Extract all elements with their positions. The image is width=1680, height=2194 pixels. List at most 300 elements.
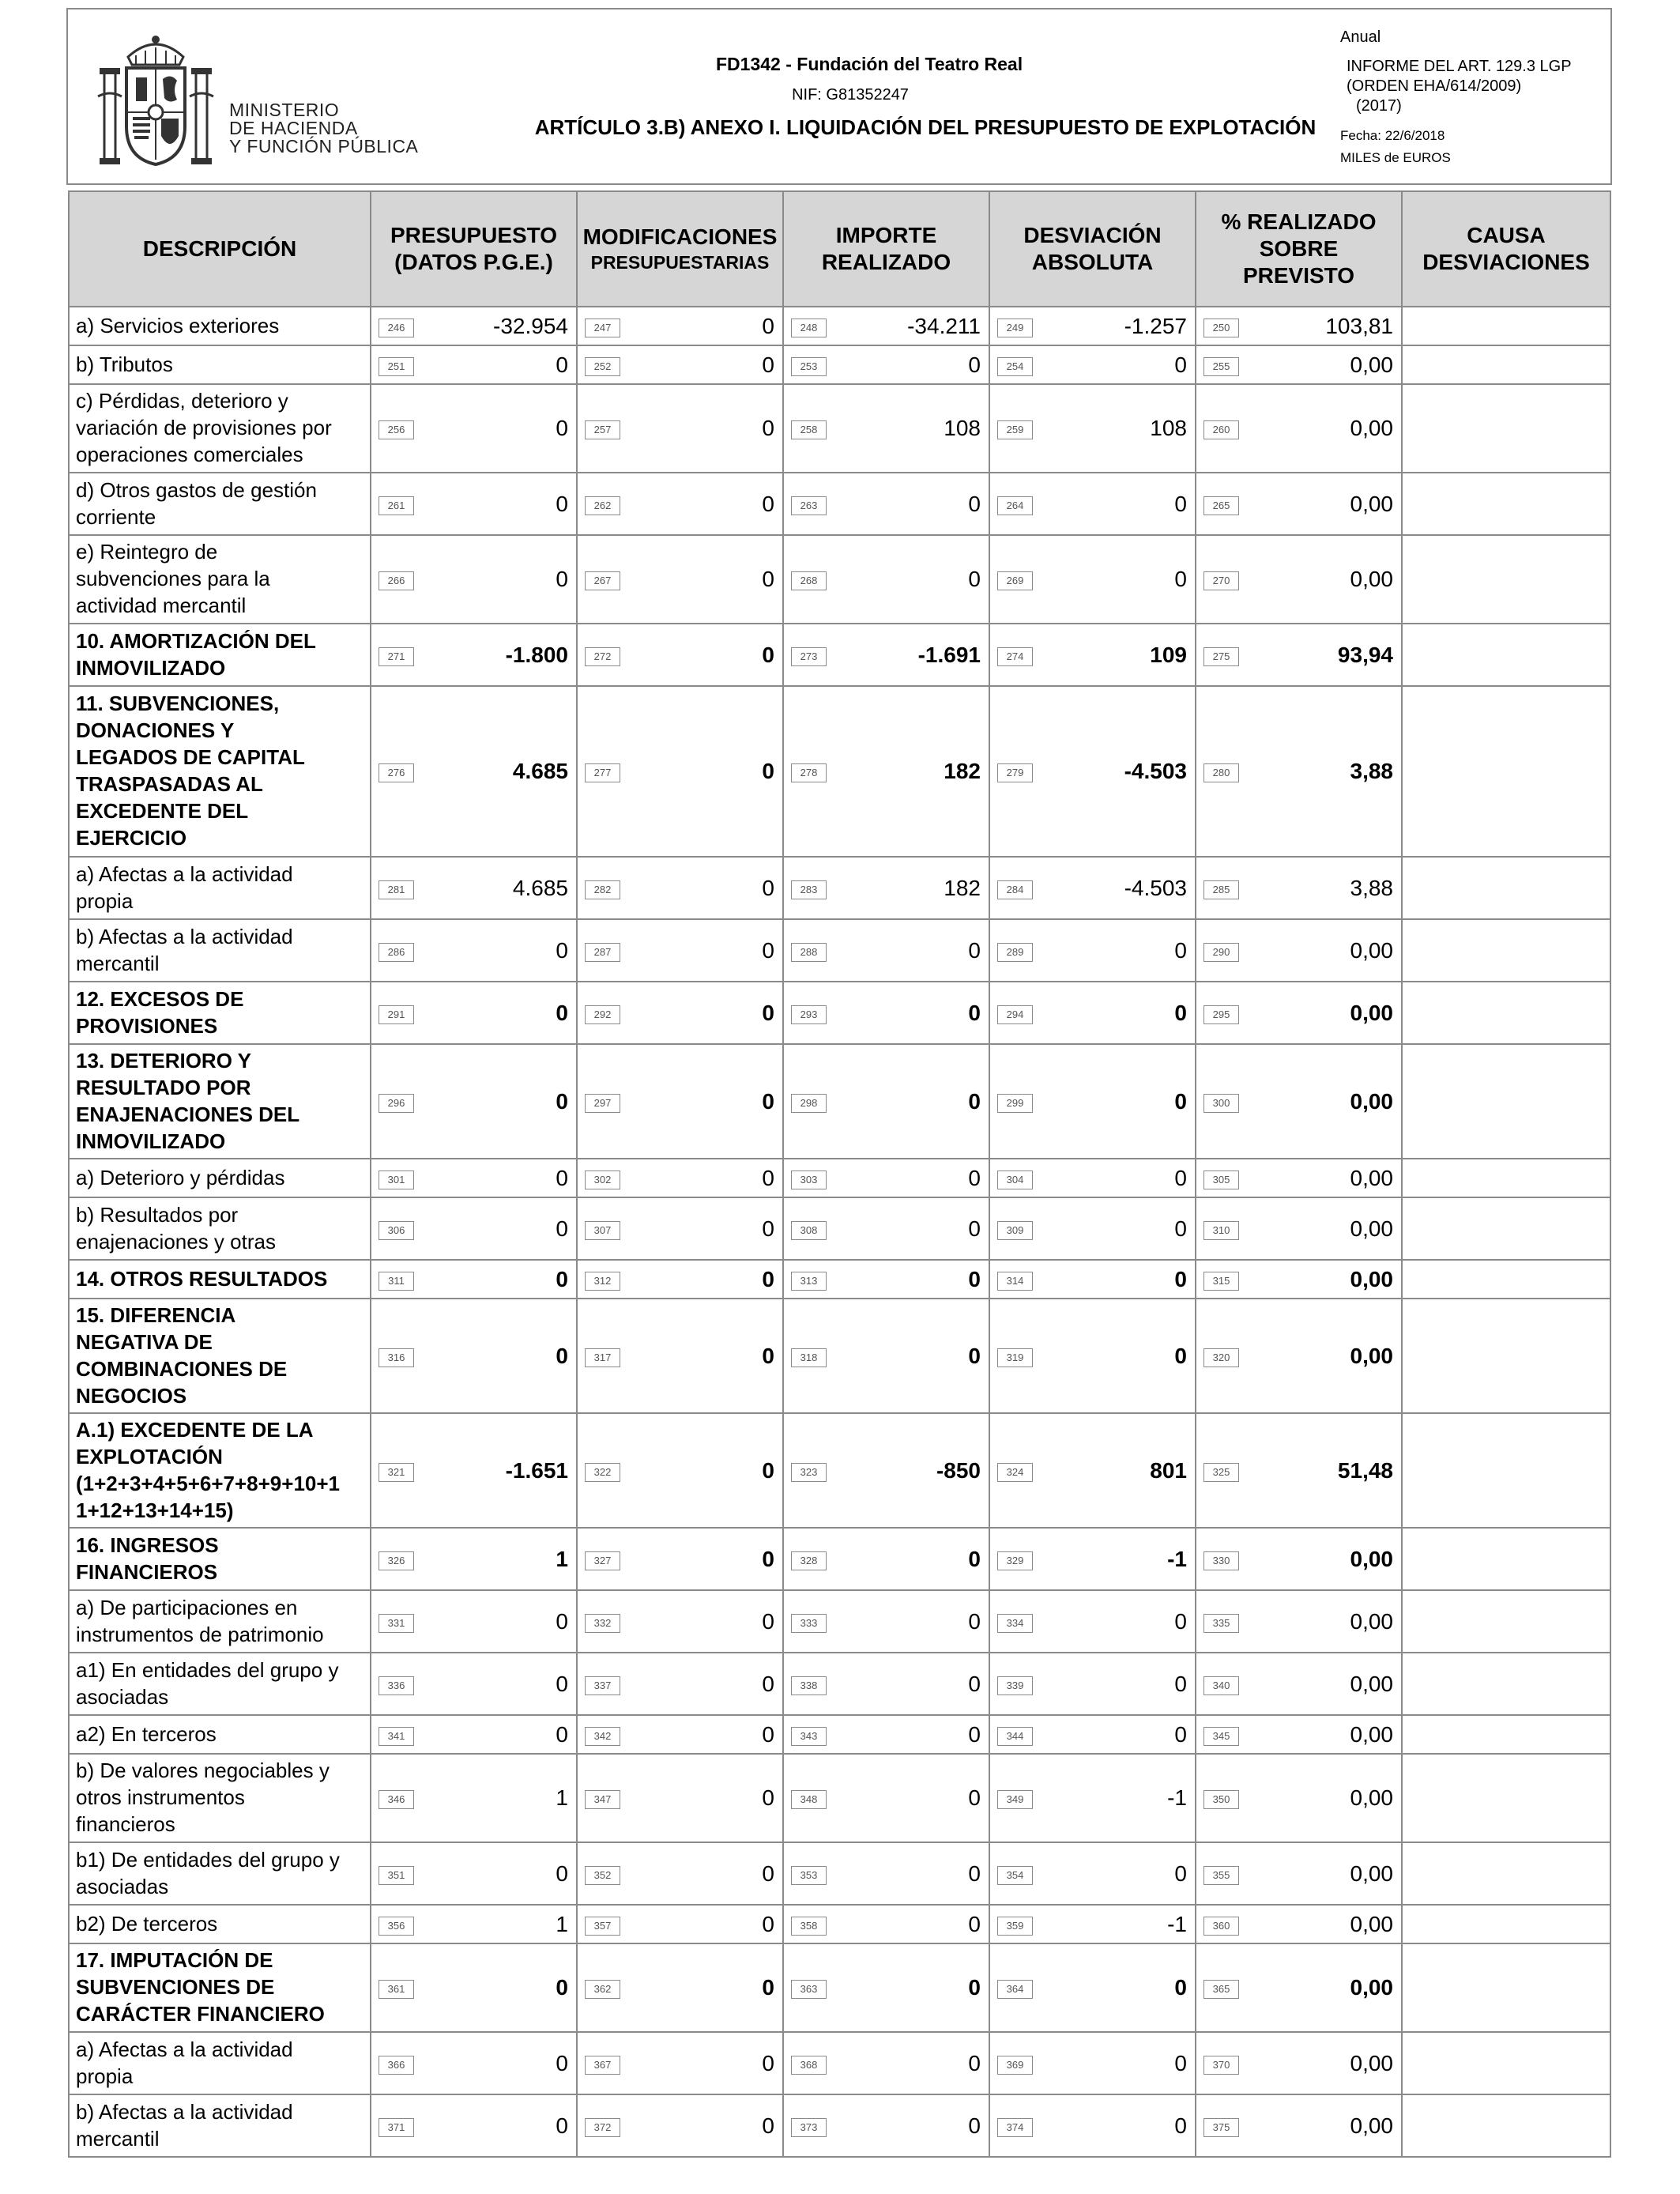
descripcion-line: b) Afectas a la actividad	[76, 2099, 293, 2124]
cell-modificaciones	[577, 384, 783, 473]
cell-modificaciones	[577, 345, 783, 384]
cell-importe	[783, 1159, 989, 1197]
cell-realizado	[1196, 2032, 1402, 2094]
field-code-box: 246	[379, 319, 414, 337]
cell-realizado	[1196, 919, 1402, 982]
field-code-box: 249	[997, 319, 1033, 337]
field-code-box: 269	[997, 571, 1033, 590]
descripcion-line: c) Pérdidas, deterioro y	[76, 389, 288, 413]
field-code-box: 296	[379, 1094, 414, 1113]
field-code-box: 321	[379, 1463, 414, 1482]
cell-value: 0,00	[1350, 1165, 1393, 1190]
cell-realizado	[1196, 1044, 1402, 1159]
field-code-box: 314	[997, 1272, 1033, 1291]
field-code-box: 298	[791, 1094, 827, 1113]
cell-value: 0	[556, 567, 568, 591]
cell-value: 0	[556, 1343, 568, 1368]
field-code-box: 328	[791, 1551, 827, 1570]
cell-causa	[1402, 473, 1610, 535]
cell-value: 0	[968, 1000, 981, 1025]
field-code-box: 343	[791, 1727, 827, 1746]
field-code-box: 259	[997, 420, 1033, 439]
cell-value: -1.651	[505, 1457, 568, 1483]
cell-causa	[1402, 1943, 1610, 2032]
cell-desviacion	[989, 1715, 1196, 1754]
cell-modificaciones	[577, 919, 783, 982]
cell-value: 0	[968, 1721, 981, 1747]
field-code-box: 288	[791, 943, 827, 962]
report-reference-line: (2017)	[1356, 97, 1402, 115]
cell-value: 0	[762, 1785, 774, 1810]
cell-value: 3,88	[1350, 759, 1393, 783]
column-header-text: DESVIACIÓN	[1023, 223, 1162, 247]
cell-value: 103,81	[1325, 313, 1393, 338]
descripcion-line: a) De participaciones en	[76, 1595, 298, 1619]
cell-realizado	[1196, 1159, 1402, 1197]
field-code-box: 317	[585, 1348, 620, 1367]
field-code-box: 271	[379, 647, 414, 666]
column-header-importe	[783, 191, 989, 307]
descripcion-line: ENAJENACIONES DEL	[76, 1102, 300, 1126]
cell-desviacion	[989, 2032, 1196, 2094]
cell-desviacion	[989, 473, 1196, 535]
cell-modificaciones	[577, 1590, 783, 1653]
field-code-box: 290	[1203, 943, 1239, 962]
descripcion-line: a) Deterioro y pérdidas	[76, 1165, 285, 1189]
cell-value: -1	[1167, 1785, 1187, 1810]
table-row	[69, 1159, 1610, 1197]
descripcion-line: mercantil	[76, 951, 160, 975]
table-row	[69, 1715, 1610, 1754]
cell-realizado	[1196, 1715, 1402, 1754]
field-code-box: 266	[379, 571, 414, 590]
cell-value: 0	[762, 352, 774, 377]
descripcion-line: e) Reintegro de	[76, 540, 218, 564]
document-header	[66, 8, 1612, 185]
cell-importe	[783, 2032, 989, 2094]
cell-realizado	[1196, 982, 1402, 1044]
cell-causa	[1402, 1260, 1610, 1299]
cell-importe	[783, 307, 989, 345]
cell-value: 0	[762, 1860, 774, 1886]
field-code-box: 333	[791, 1614, 827, 1633]
cell-causa	[1402, 2032, 1610, 2094]
cell-presupuesto	[371, 1299, 577, 1413]
descripcion-line: SUBVENCIONES DE	[76, 1975, 275, 1999]
cell-presupuesto	[371, 473, 577, 535]
column-header-realizado	[1196, 191, 1402, 307]
cell-realizado	[1196, 1842, 1402, 1905]
cell-causa	[1402, 1413, 1610, 1528]
cell-causa	[1402, 1044, 1610, 1159]
descripcion-line: (1+2+3+4+5+6+7+8+9+10+1	[76, 1471, 341, 1495]
cell-value: 0	[968, 2113, 981, 2138]
cell-value: -32.954	[493, 313, 568, 338]
field-code-box: 351	[379, 1866, 414, 1885]
column-header-desviacion	[989, 191, 1196, 307]
cell-value: 0	[762, 313, 774, 338]
cell-value: 0	[968, 2050, 981, 2075]
cell-descripcion	[69, 1590, 371, 1653]
column-header-causa	[1402, 191, 1610, 307]
field-code-box: 362	[585, 1980, 620, 1999]
cell-presupuesto	[371, 1528, 577, 1590]
cell-causa	[1402, 1754, 1610, 1842]
field-code-box: 251	[379, 357, 414, 376]
cell-desviacion	[989, 307, 1196, 345]
cell-importe	[783, 1299, 989, 1413]
field-code-box: 310	[1203, 1221, 1239, 1240]
cell-desviacion	[989, 345, 1196, 384]
column-header-text: DESCRIPCIÓN	[142, 236, 297, 261]
cell-value: 0,00	[1350, 1266, 1393, 1291]
cell-importe	[783, 919, 989, 982]
cell-value: 0	[556, 1266, 568, 1291]
cell-descripcion	[69, 473, 371, 535]
field-code-box: 301	[379, 1171, 414, 1189]
field-code-box: 248	[791, 319, 827, 337]
field-code-box: 367	[585, 2056, 620, 2075]
cell-value: 0	[1174, 1088, 1187, 1114]
cell-realizado	[1196, 1197, 1402, 1260]
table-row	[69, 624, 1610, 686]
cell-value: 0	[968, 1860, 981, 1886]
cell-descripcion	[69, 345, 371, 384]
field-code-box: 373	[791, 2118, 827, 2137]
column-header-text: PRESUPUESTARIAS	[590, 252, 770, 273]
cell-value: 0,00	[1350, 1721, 1393, 1747]
table-row	[69, 384, 1610, 473]
cell-presupuesto	[371, 2094, 577, 2157]
cell-value: 0	[762, 1911, 774, 1936]
descripcion-line: asociadas	[76, 1684, 169, 1709]
cell-modificaciones	[577, 1653, 783, 1715]
cell-importe	[783, 473, 989, 535]
cell-realizado	[1196, 1260, 1402, 1299]
cell-value: -1	[1167, 1911, 1187, 1936]
cell-desviacion	[989, 1197, 1196, 1260]
cell-presupuesto	[371, 2032, 577, 2094]
descripcion-line: TRASPASADAS AL	[76, 772, 263, 796]
cell-causa	[1402, 2094, 1610, 2157]
table-body	[69, 307, 1610, 2157]
field-code-box: 289	[997, 943, 1033, 962]
cell-importe	[783, 1754, 989, 1842]
cell-value: 0	[556, 1721, 568, 1747]
cell-value: 0	[762, 642, 774, 667]
field-code-box: 358	[791, 1917, 827, 1936]
cell-presupuesto	[371, 1715, 577, 1754]
field-code-box: 257	[585, 420, 620, 439]
descripcion-line: DONACIONES Y	[76, 718, 235, 742]
cell-value: 0	[762, 875, 774, 900]
descripcion-line: a2) En terceros	[76, 1721, 217, 1746]
cell-value: 0	[968, 937, 981, 963]
cell-value: 0	[1174, 1216, 1187, 1241]
cell-descripcion	[69, 1905, 371, 1943]
table-row	[69, 982, 1610, 1044]
cell-desviacion	[989, 384, 1196, 473]
ministry-line: Y FUNCIÓN PÚBLICA	[229, 136, 419, 156]
field-code-box: 258	[791, 420, 827, 439]
cell-value: 0	[1174, 352, 1187, 377]
cell-value: 109	[1150, 642, 1187, 667]
table-row	[69, 1528, 1610, 1590]
cell-descripcion	[69, 1528, 371, 1590]
cell-realizado	[1196, 1943, 1402, 2032]
ministry-name	[229, 101, 418, 156]
cell-value: 0	[762, 1165, 774, 1190]
cell-realizado	[1196, 686, 1402, 857]
cell-value: 0	[1174, 1671, 1187, 1696]
descripcion-line: propia	[76, 888, 134, 913]
field-code-box: 334	[997, 1614, 1033, 1633]
cell-causa	[1402, 345, 1610, 384]
cell-importe	[783, 1260, 989, 1299]
cell-desviacion	[989, 1159, 1196, 1197]
cell-importe	[783, 1715, 989, 1754]
descripcion-line: 14. OTROS RESULTADOS	[76, 1266, 328, 1291]
cell-value: 1	[556, 1546, 568, 1571]
table-row	[69, 345, 1610, 384]
cell-modificaciones	[577, 1299, 783, 1413]
descripcion-line: b) Afectas a la actividad	[76, 924, 293, 948]
cell-descripcion	[69, 624, 371, 686]
table-row	[69, 535, 1610, 624]
cell-modificaciones	[577, 1260, 783, 1299]
cell-value: 0	[1174, 937, 1187, 963]
cell-value: 0,00	[1350, 491, 1393, 516]
field-code-box: 297	[585, 1094, 620, 1113]
cell-value: 0,00	[1350, 1216, 1393, 1241]
cell-value: 0	[762, 2050, 774, 2075]
cell-presupuesto	[371, 1159, 577, 1197]
column-header-text: CAUSA	[1467, 223, 1546, 247]
cell-modificaciones	[577, 1842, 783, 1905]
cell-presupuesto	[371, 624, 577, 686]
cell-modificaciones	[577, 307, 783, 345]
cell-importe	[783, 1943, 989, 2032]
descripcion-line: CARÁCTER FINANCIERO	[76, 2002, 325, 2026]
column-header-text: IMPORTE	[835, 223, 937, 247]
budget-table-container	[68, 190, 1610, 2158]
currency-units: MILES de EUROS	[1340, 150, 1451, 165]
field-code-box: 252	[585, 357, 620, 376]
cell-modificaciones	[577, 1044, 783, 1159]
descripcion-line: b) De valores negociables y	[76, 1759, 330, 1782]
field-code-box: 353	[791, 1866, 827, 1885]
cell-value: 0	[968, 1266, 981, 1291]
cell-value: -1.800	[505, 642, 568, 667]
field-code-box: 254	[997, 357, 1033, 376]
field-code-box: 272	[585, 647, 620, 666]
field-code-box: 363	[791, 1980, 827, 1999]
field-code-box: 359	[997, 1917, 1033, 1936]
cell-value: 0	[762, 1216, 774, 1241]
field-code-box: 370	[1203, 2056, 1239, 2075]
cell-value: 0	[1174, 1860, 1187, 1886]
cell-causa	[1402, 624, 1610, 686]
ministry-line: DE HACIENDA	[229, 118, 358, 138]
field-code-box: 349	[997, 1790, 1033, 1809]
cell-value: 0	[968, 491, 981, 516]
cell-value: 108	[1150, 416, 1187, 440]
cell-presupuesto	[371, 345, 577, 384]
field-code-box: 323	[791, 1463, 827, 1482]
cell-value: 0	[556, 937, 568, 963]
cell-value: 0	[1174, 1266, 1187, 1291]
descripcion-line: instrumentos de patrimonio	[76, 1622, 324, 1646]
field-code-box: 371	[379, 2118, 414, 2137]
field-code-box: 291	[379, 1005, 414, 1024]
cell-value: 93,94	[1337, 642, 1393, 667]
cell-descripcion	[69, 1413, 371, 1528]
cell-importe	[783, 1413, 989, 1528]
descripcion-line: FINANCIEROS	[76, 1559, 218, 1584]
table-row	[69, 857, 1610, 919]
field-code-box: 307	[585, 1221, 620, 1240]
cell-value: 0	[762, 1721, 774, 1747]
table-row	[69, 1905, 1610, 1943]
cell-realizado	[1196, 1653, 1402, 1715]
field-code-box: 316	[379, 1348, 414, 1367]
cell-value: 182	[944, 875, 981, 900]
descripcion-line: variación de provisiones por	[76, 416, 332, 439]
cell-value: 0	[1174, 1000, 1187, 1025]
cell-importe	[783, 384, 989, 473]
field-code-box: 350	[1203, 1790, 1239, 1809]
cell-value: 0	[968, 1343, 981, 1368]
entity-nif: NIF: G81352247	[792, 86, 909, 104]
cell-causa	[1402, 384, 1610, 473]
cell-value: -1	[1167, 1546, 1187, 1571]
cell-value: 0	[762, 491, 774, 516]
cell-causa	[1402, 857, 1610, 919]
table-row	[69, 1653, 1610, 1715]
field-code-box: 329	[997, 1551, 1033, 1570]
descripcion-line: PROVISIONES	[76, 1013, 218, 1038]
cell-desviacion	[989, 857, 1196, 919]
cell-desviacion	[989, 1943, 1196, 2032]
cell-value: 0	[556, 1000, 568, 1025]
cell-value: 0	[762, 1975, 774, 2000]
cell-desviacion	[989, 2094, 1196, 2157]
cell-value: 0,00	[1350, 567, 1393, 591]
column-header-text: PREVISTO	[1242, 263, 1355, 288]
cell-value: 0	[762, 937, 774, 963]
field-code-box: 319	[997, 1348, 1033, 1367]
cell-value: 0	[762, 1457, 774, 1483]
cell-descripcion	[69, 535, 371, 624]
table-row	[69, 1943, 1610, 2032]
cell-importe	[783, 1590, 989, 1653]
cell-desviacion	[989, 1528, 1196, 1590]
cell-presupuesto	[371, 1653, 577, 1715]
report-reference-line: (ORDEN EHA/614/2009)	[1347, 77, 1522, 95]
field-code-box: 265	[1203, 496, 1239, 515]
cell-desviacion	[989, 1260, 1196, 1299]
cell-modificaciones	[577, 2032, 783, 2094]
table-row	[69, 1197, 1610, 1260]
cell-modificaciones	[577, 2094, 783, 2157]
cell-modificaciones	[577, 982, 783, 1044]
cell-causa	[1402, 686, 1610, 857]
cell-causa	[1402, 919, 1610, 982]
field-code-box: 345	[1203, 1727, 1239, 1746]
cell-modificaciones	[577, 857, 783, 919]
cell-importe	[783, 1528, 989, 1590]
field-code-box: 344	[997, 1727, 1033, 1746]
cell-value: 0	[556, 491, 568, 516]
cell-value: -34.211	[907, 313, 981, 338]
cell-descripcion	[69, 857, 371, 919]
cell-value: 0,00	[1350, 1975, 1393, 2000]
descripcion-line: a) Servicios exteriores	[76, 313, 280, 337]
cell-presupuesto	[371, 535, 577, 624]
field-code-box: 284	[997, 880, 1033, 899]
field-code-box: 325	[1203, 1463, 1239, 1482]
cell-realizado	[1196, 1528, 1402, 1590]
descripcion-line: A.1) EXCEDENTE DE LA	[76, 1417, 314, 1442]
field-code-box: 340	[1203, 1676, 1239, 1695]
field-code-box: 280	[1203, 763, 1239, 782]
ministry-line: MINISTERIO	[229, 100, 340, 120]
field-code-box: 315	[1203, 1272, 1239, 1291]
cell-value: 0	[556, 1975, 568, 2000]
field-code-box: 302	[585, 1171, 620, 1189]
field-code-box: 282	[585, 880, 620, 899]
field-code-box: 320	[1203, 1348, 1239, 1367]
cell-value: 0,00	[1350, 2113, 1393, 2138]
descripcion-line: b2) De terceros	[76, 1911, 218, 1936]
cell-value: 0,00	[1350, 416, 1393, 440]
descripcion-line: EXCEDENTE DEL	[76, 799, 249, 823]
column-header-modificaciones	[577, 191, 783, 307]
field-code-box: 294	[997, 1005, 1033, 1024]
cell-value: 0	[556, 1088, 568, 1114]
cell-descripcion	[69, 686, 371, 857]
cell-modificaciones	[577, 1413, 783, 1528]
cell-importe	[783, 535, 989, 624]
field-code-box: 361	[379, 1980, 414, 1999]
field-code-box: 267	[585, 571, 620, 590]
cell-value: 0	[556, 1671, 568, 1696]
cell-value: 0	[968, 567, 981, 591]
field-code-box: 276	[379, 763, 414, 782]
cell-causa	[1402, 1590, 1610, 1653]
field-code-box: 255	[1203, 357, 1239, 376]
field-code-box: 324	[997, 1463, 1033, 1482]
cell-value: 0,00	[1350, 1671, 1393, 1696]
cell-realizado	[1196, 384, 1402, 473]
field-code-box: 264	[997, 496, 1033, 515]
descripcion-line: enajenaciones y otras	[76, 1229, 276, 1253]
cell-descripcion	[69, 1197, 371, 1260]
field-code-box: 326	[379, 1551, 414, 1570]
cell-modificaciones	[577, 473, 783, 535]
cell-causa	[1402, 982, 1610, 1044]
descripcion-line: corriente	[76, 504, 156, 529]
field-code-box: 281	[379, 880, 414, 899]
field-code-box: 247	[585, 319, 620, 337]
descripcion-line: b) Tributos	[76, 352, 173, 376]
cell-modificaciones	[577, 1528, 783, 1590]
field-code-box: 364	[997, 1980, 1033, 1999]
descripcion-line: 13. DETERIORO Y	[76, 1048, 252, 1072]
field-code-box: 332	[585, 1614, 620, 1633]
cell-desviacion	[989, 1044, 1196, 1159]
cell-value: 0	[968, 1165, 981, 1190]
